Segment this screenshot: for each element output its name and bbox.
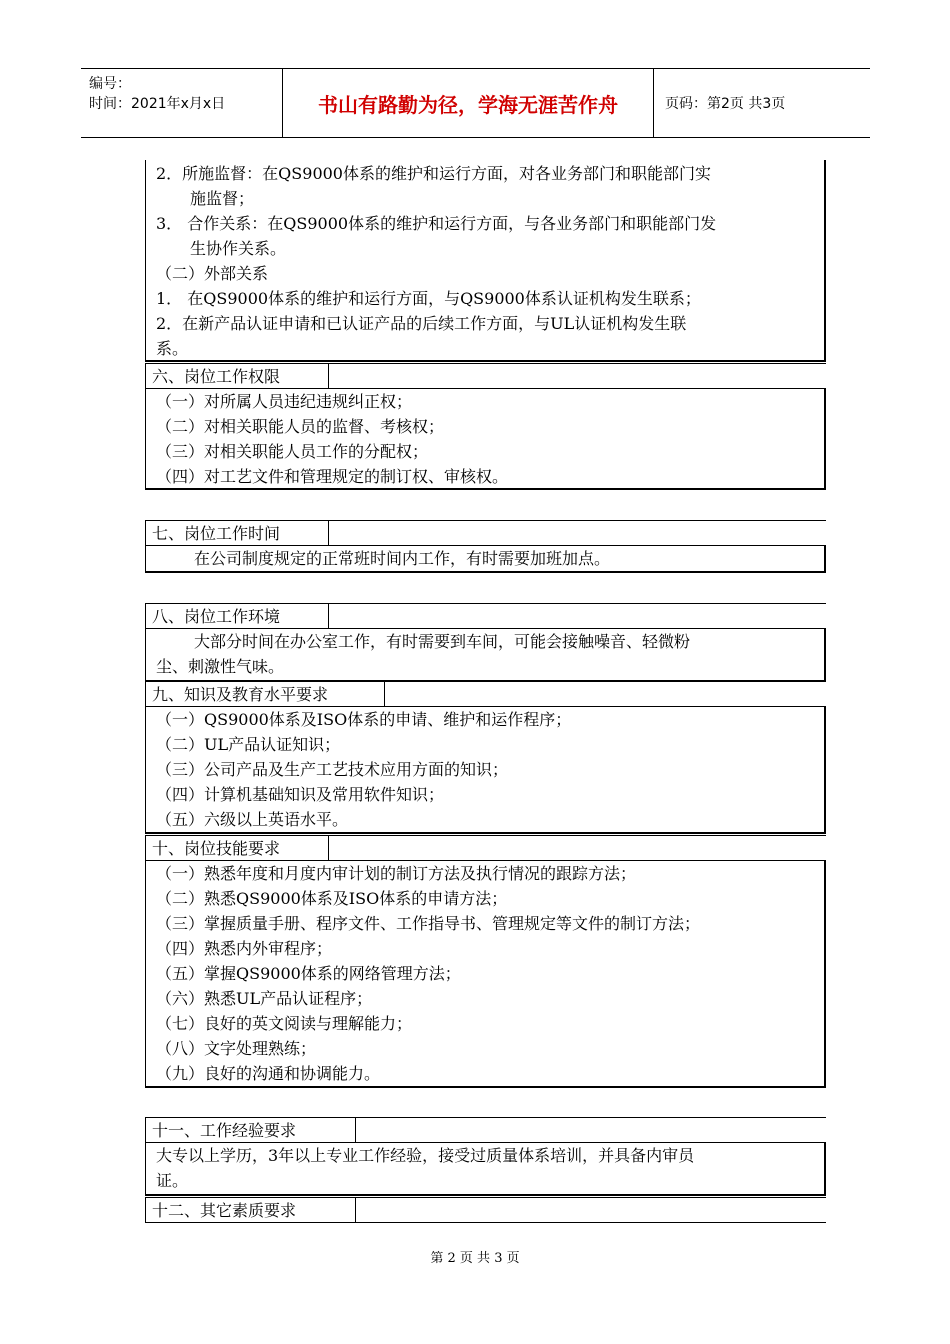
list-item: （一）对所属人员违纪违规纠正权； bbox=[156, 392, 413, 411]
list-item: （三）对相关职能人员工作的分配权； bbox=[156, 442, 429, 461]
title-tab-divider bbox=[146, 363, 329, 388]
title-tab-divider bbox=[146, 835, 329, 860]
list-item: （四）计算机基础知识及常用软件知识； bbox=[156, 785, 445, 804]
list-item: （八）文字处理熟练； bbox=[156, 1039, 317, 1058]
section-text: 证。 bbox=[156, 1171, 189, 1190]
list-item: （五）掌握QS9000体系的网络管理方法； bbox=[156, 964, 461, 983]
section-8-body bbox=[145, 628, 826, 682]
title-tab-divider bbox=[146, 681, 385, 706]
section-10-title: 十、岗位技能要求 bbox=[145, 835, 826, 860]
page-footer: 第 2 页 共 3 页 bbox=[430, 1251, 520, 1266]
list-item: （四）对工艺文件和管理规定的制订权、审核权。 bbox=[156, 467, 509, 486]
header-meta bbox=[81, 69, 283, 137]
title-tab-divider bbox=[146, 520, 329, 545]
section-10-body bbox=[145, 860, 826, 1088]
relations-line: 3． 合作关系：在QS9000体系的维护和运行方面，与各业务部门和职能部门发 bbox=[156, 214, 717, 233]
list-item: （二）熟悉QS9000体系及ISO体系的申请方法； bbox=[156, 889, 508, 908]
title-tab-divider bbox=[146, 1117, 356, 1142]
list-item: （三）掌握质量手册、程序文件、工作指导书、管理规定等文件的制订方法； bbox=[156, 914, 701, 933]
section-6-title: 六、岗位工作权限 bbox=[145, 363, 826, 388]
section-text: 大部分时间在办公室工作，有时需要到车间，可能会接触噪音、轻微粉 bbox=[194, 632, 691, 651]
section-6-body bbox=[145, 388, 826, 490]
list-item: （六）熟悉UL产品认证程序； bbox=[156, 989, 373, 1008]
relations-line: 生协作关系。 bbox=[190, 239, 287, 258]
section-text: 尘、刺激性气味。 bbox=[156, 657, 285, 676]
relations-line: 2．在新产品认证申请和已认证产品的后续工作方面，与UL认证机构发生联 bbox=[156, 314, 687, 333]
section-12-title: 十二、其它素质要求 bbox=[145, 1197, 826, 1223]
section-7-body bbox=[145, 545, 826, 573]
section-text: 大专以上学历，3年以上专业工作经验，接受过质量体系培训，并具备内审员 bbox=[156, 1146, 695, 1165]
list-item: （二）UL产品认证知识； bbox=[156, 735, 341, 754]
document-number-label: 编号： bbox=[89, 76, 131, 92]
relations-block bbox=[145, 160, 826, 362]
title-tab-divider bbox=[146, 1197, 356, 1223]
relations-line: （二）外部关系 bbox=[156, 264, 269, 283]
section-9-body bbox=[145, 706, 826, 834]
relations-line: 系。 bbox=[156, 339, 189, 358]
relations-line: 施监督； bbox=[190, 189, 255, 208]
list-item: （七）良好的英文阅读与理解能力； bbox=[156, 1014, 413, 1033]
list-item: （五）六级以上英语水平。 bbox=[156, 810, 349, 829]
section-11-body bbox=[145, 1142, 826, 1196]
list-item: （二）对相关职能人员的监督、考核权； bbox=[156, 417, 445, 436]
list-item: （一）QS9000体系及ISO体系的申请、维护和运作程序； bbox=[156, 710, 572, 729]
list-item: （一）熟悉年度和月度内审计划的制订方法及执行情况的跟踪方法； bbox=[156, 864, 637, 883]
section-9-title: 九、知识及教育水平要求 bbox=[145, 681, 826, 706]
document-date: 时间：2021年x月x日 bbox=[89, 96, 226, 112]
section-8-title: 八、岗位工作环境 bbox=[145, 603, 826, 628]
header-motto: 书山有路勤为径，学海无涯苦作舟 bbox=[283, 69, 654, 137]
list-item: （九）良好的沟通和协调能力。 bbox=[156, 1064, 381, 1083]
list-item: （四）熟悉内外审程序； bbox=[156, 939, 333, 958]
title-tab-divider bbox=[146, 603, 329, 628]
page-header bbox=[81, 68, 870, 138]
list-item: （三）公司产品及生产工艺技术应用方面的知识； bbox=[156, 760, 509, 779]
page-info: 页码：第2页 共3页 bbox=[665, 96, 786, 112]
relations-line: 2．所施监督：在QS9000体系的维护和运行方面，对各业务部门和职能部门实 bbox=[156, 164, 711, 183]
section-11-title: 十一、工作经验要求 bbox=[145, 1117, 826, 1142]
relations-line: 1． 在QS9000体系的维护和运行方面，与QS9000体系认证机构发生联系； bbox=[156, 289, 701, 308]
section-text: 在公司制度规定的正常班时间内工作，有时需要加班加点。 bbox=[194, 549, 611, 568]
section-7-title: 七、岗位工作时间 bbox=[145, 520, 826, 545]
